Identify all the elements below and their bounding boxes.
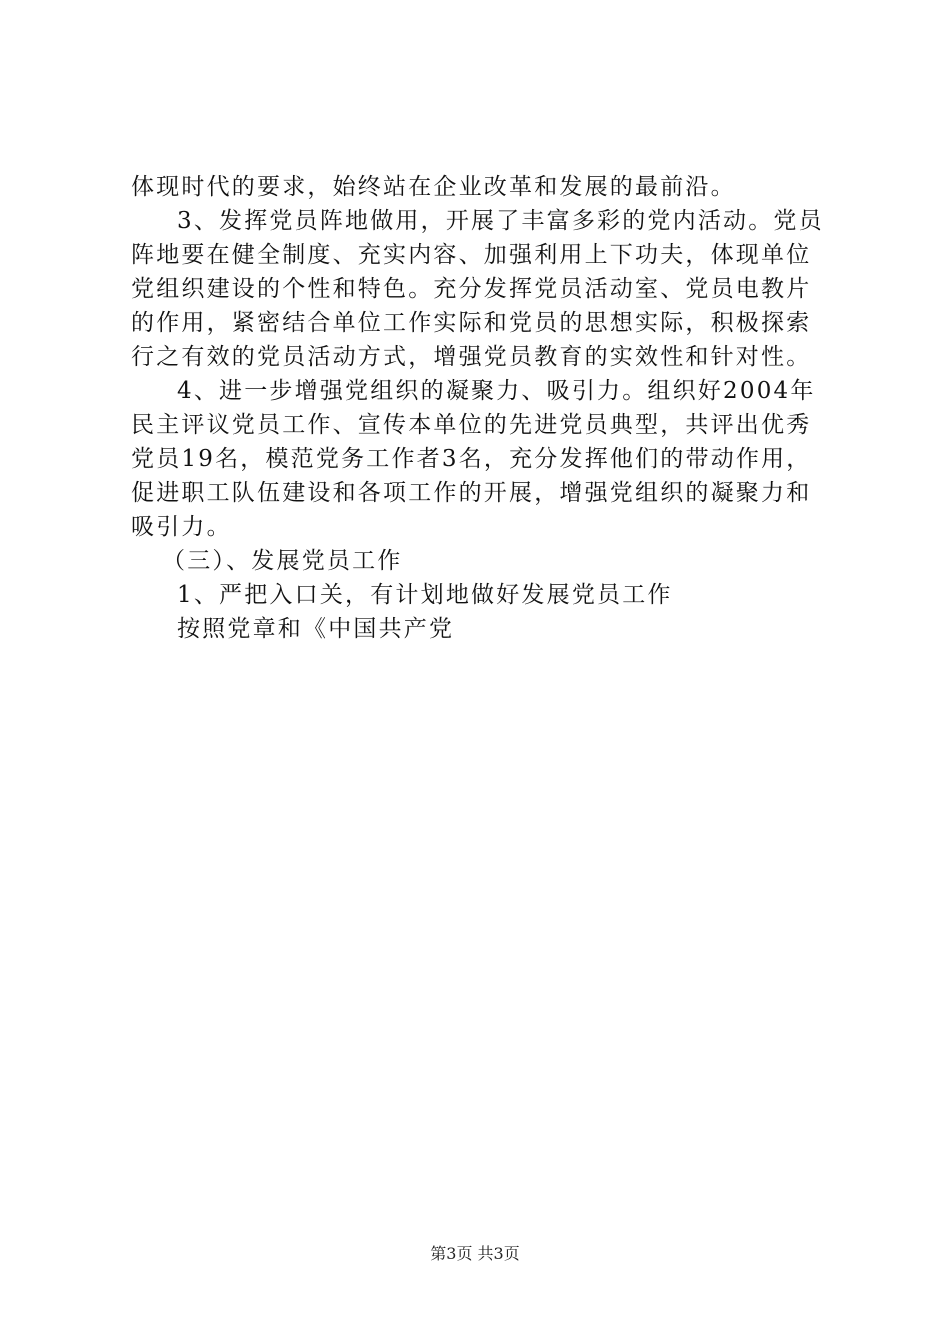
text-line-4: 党组织建设的个性和特色。充分发挥党员活动室、党员电教片 (131, 276, 812, 302)
section-heading: （三）、发展党员工作 (162, 548, 403, 574)
text-line-1: 体现时代的要求，始终站在企业改革和发展的最前沿。 (131, 174, 736, 200)
text-line-7: 4、进一步增强党组织的凝聚力、吸引力。组织好2004年 (177, 378, 816, 404)
text-line-9: 党员19名，模范党务工作者3名，充分发挥他们的带动作用， (131, 446, 812, 472)
text-line-11: 吸引力。 (131, 514, 232, 540)
text-line-6: 行之有效的党员活动方式，增强党员教育的实效性和针对性。 (131, 344, 812, 370)
text-line-13: 1、严把入口关，有计划地做好发展党员工作 (177, 582, 673, 608)
text-line-2: 3、发挥党员阵地做用，开展了丰富多彩的党内活动。党员 (177, 208, 824, 234)
text-line-14: 按照党章和《中国共产党 (177, 616, 455, 642)
page-footer: 第3页 共3页 (430, 1244, 520, 1263)
text-line-10: 促进职工队伍建设和各项工作的开展，增强党组织的凝聚力和 (131, 480, 812, 506)
text-line-3: 阵地要在健全制度、充实内容、加强利用上下功夫，体现单位 (131, 242, 812, 268)
text-line-5: 的作用，紧密结合单位工作实际和党员的思想实际，积极探索 (131, 310, 812, 336)
text-line-8: 民主评议党员工作、宣传本单位的先进党员典型，共评出优秀 (131, 412, 812, 438)
